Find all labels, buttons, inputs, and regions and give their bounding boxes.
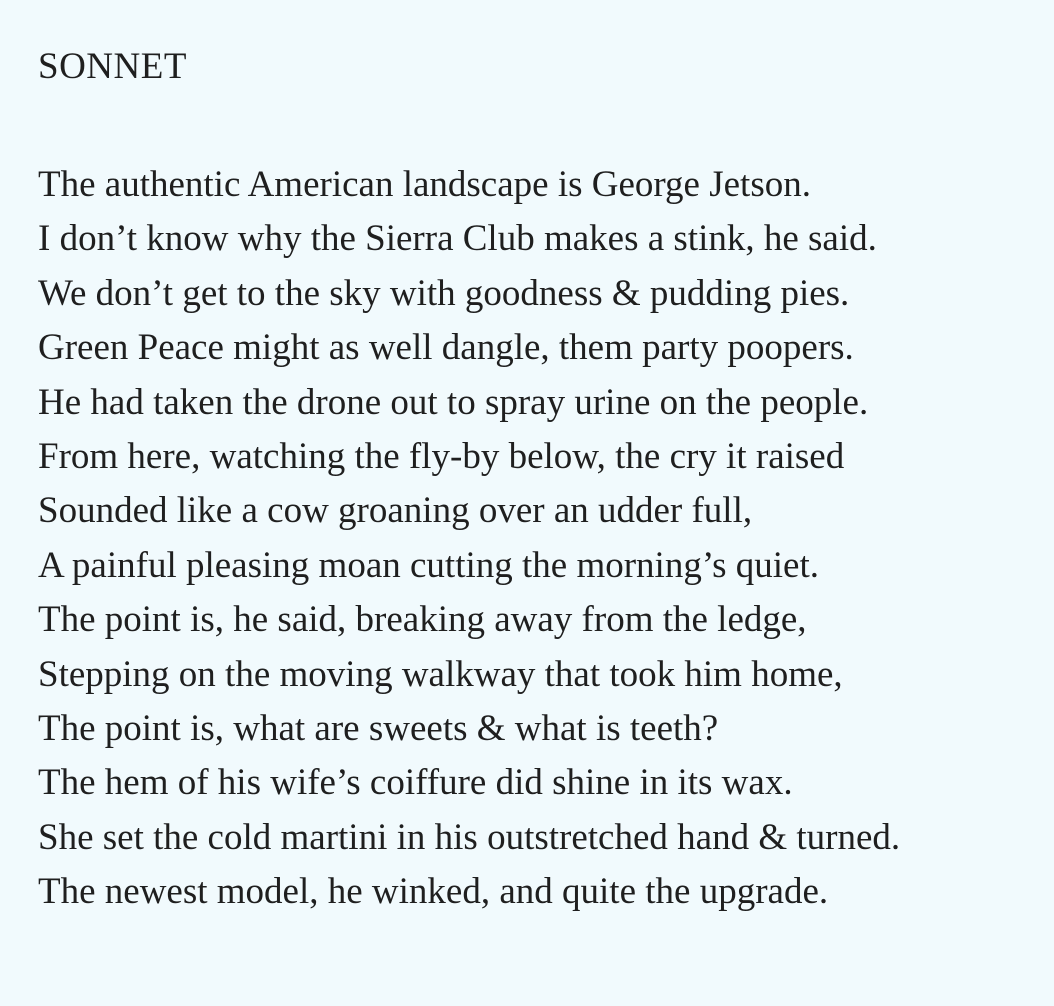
poem-line: From here, watching the fly-by below, the cry it raised [38, 435, 845, 477]
poem-title: SONNET [38, 46, 187, 87]
poem-line: I don’t know why the Sierra Club makes a stink, he said. [38, 218, 877, 260]
poem-line: The point is, he said, breaking away from the ledge, [38, 599, 807, 641]
poem-line: The point is, what are sweets & what is teeth? [38, 707, 719, 749]
poem-line: Green Peace might as well dangle, them party poopers. [38, 327, 854, 369]
poem-line: A painful pleasing moan cutting the morning’s quiet. [38, 544, 819, 586]
poem-line: We don’t get to the sky with goodness & pudding pies. [38, 272, 850, 314]
poem [38, 46, 1038, 913]
poem-line: She set the cold martini in his outstretched hand & turned. [38, 816, 901, 858]
poem-line: Sounded like a cow groaning over an udder full, [38, 490, 753, 532]
poem-line: He had taken the drone out to spray urine on the people. [38, 381, 869, 423]
poem-line: The newest model, he winked, and quite the upgrade. [38, 871, 829, 913]
poem-line: The authentic American landscape is George Jetson. [38, 164, 811, 205]
poem-line: The hem of his wife’s coiffure did shine in its wax. [38, 762, 793, 804]
poem-line: Stepping on the moving walkway that took him home, [38, 653, 843, 695]
poem-lines [38, 158, 900, 919]
